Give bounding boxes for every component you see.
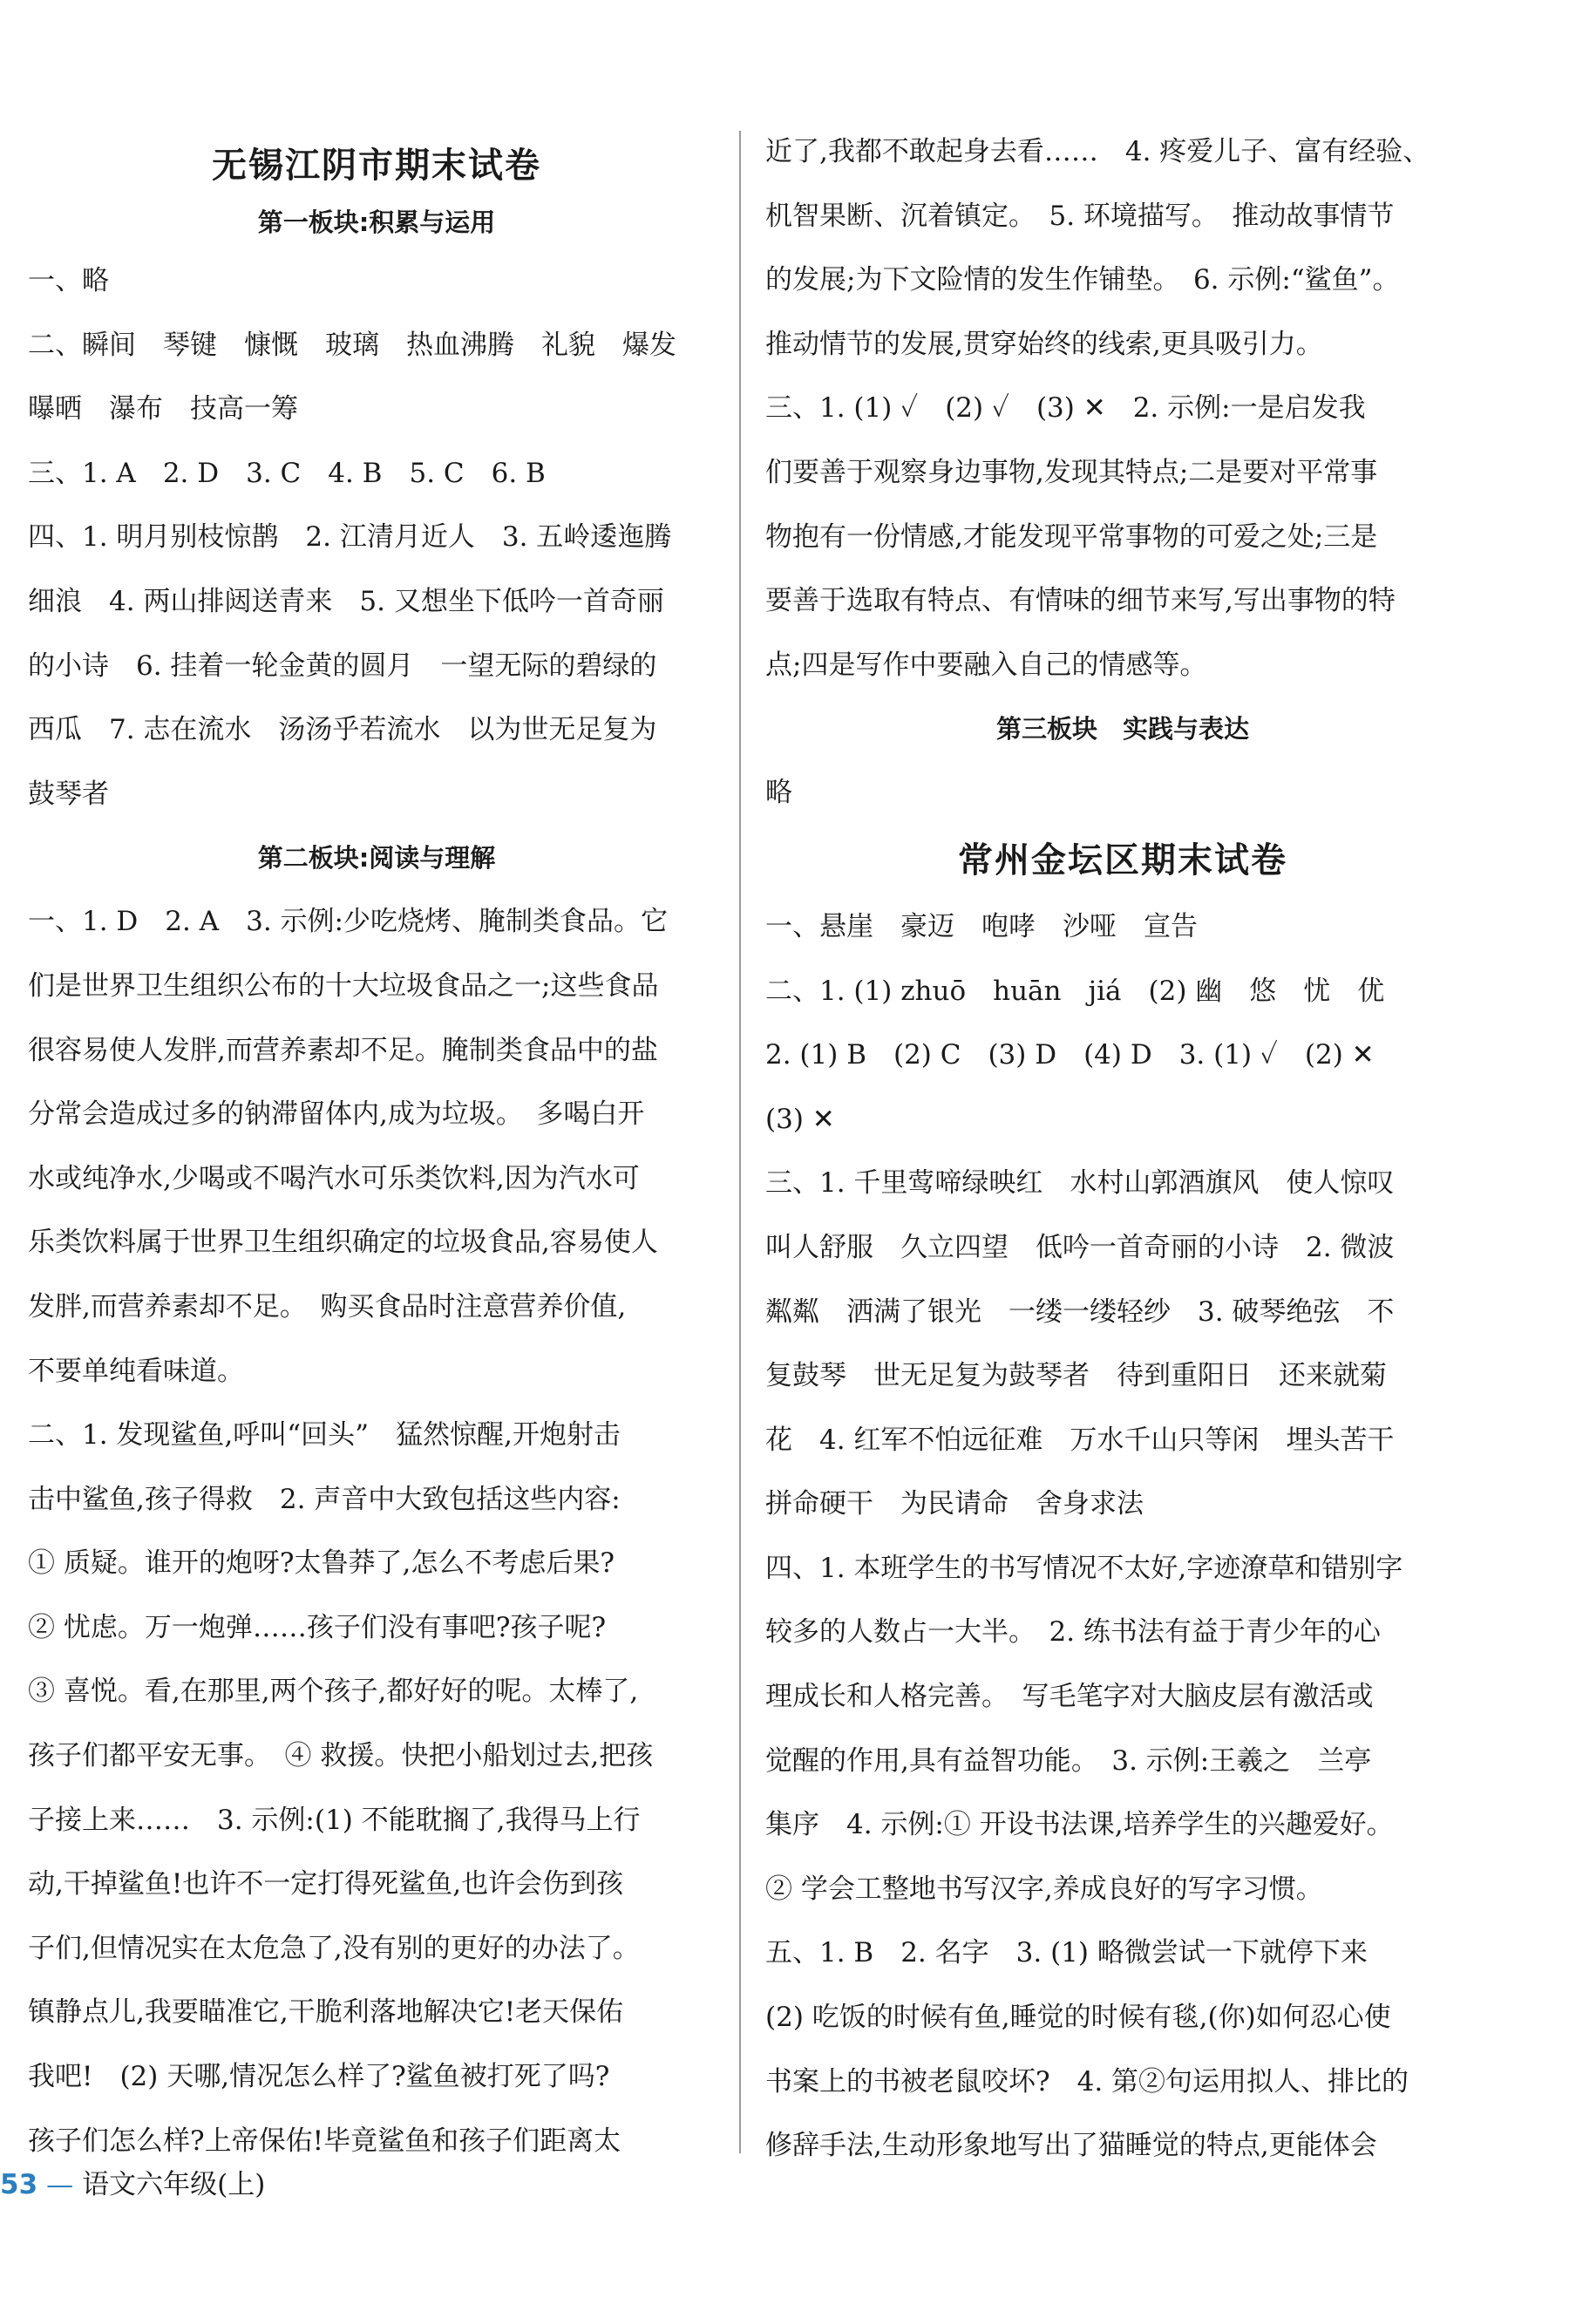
answer-line: 四、1. 明月别枝惊鹊 2. 江清月近人 3. 五岭逶迤腾 <box>28 521 672 554</box>
right-column <box>765 122 1480 2179</box>
answer-line: ③ 喜悦。看,在那里,两个孩子,都好好的呢。太棒了, <box>28 1676 639 1708</box>
answer-line: 三、1. A 2. D 3. C 4. B 5. C 6. B <box>28 457 546 489</box>
answer-line: 书案上的书被老鼠咬坏? 4. 第②句运用拟人、排比的 <box>765 2065 1409 2098</box>
answer-line: ② 忧虑。万一炮弹……孩子们没有事吧?孩子呢? <box>28 1611 607 1643</box>
page-footer <box>0 2162 265 2201</box>
answer-line: (2) 吃饭的时候有鱼,睡觉的时候有毯,(你)如何忍心使 <box>765 2002 1391 2034</box>
answer-line: 要善于选取有特点、有情味的细节来写,写出事物的特 <box>765 585 1396 617</box>
answer-line: 2. (1) B (2) C (3) D (4) D 3. (1) ✓ (2) ✕ <box>765 1039 1375 1071</box>
answer-line: 略 <box>765 777 792 809</box>
answer-line: 四、1. 本班学生的书写情况不太好,字迹潦草和错别字 <box>765 1552 1403 1584</box>
answer-line: 子接上来…… 3. 示例:(1) 不能耽搁了,我得马上行 <box>28 1804 641 1836</box>
left-column <box>28 122 725 2173</box>
section-heading-reading: 第二板块:阅读与理解 <box>257 843 496 874</box>
answer-line: 分常会造成过多的钠滞留体内,成为垃圾。 多喝白开 <box>28 1098 645 1131</box>
answer-line: 三、1. 千里莺啼绿映红 水村山郭酒旗风 使人惊叹 <box>765 1167 1395 1200</box>
answer-line: 镇静点儿,我要瞄准它,干脆利落地解决它!老天保佑 <box>28 1996 624 2029</box>
answer-line: 一、悬崖 豪迈 咆哮 沙哑 宣告 <box>765 910 1198 942</box>
answer-line: 叫人舒服 久立四望 低吟一首奇丽的小诗 2. 微波 <box>765 1231 1395 1263</box>
answer-line: 曝晒 瀑布 技高一筹 <box>28 393 298 425</box>
answer-line: 复鼓琴 世无足复为鼓琴者 待到重阳日 还来就菊 <box>765 1360 1387 1392</box>
answer-line: 乐类饮料属于世界卫生组织确定的垃圾食品,容易使人 <box>28 1227 658 1259</box>
answer-line: 一、1. D 2. A 3. 示例:少吃烧烤、腌制类食品。它 <box>28 906 668 938</box>
exam-title-changzhou: 常州金坛区期末试卷 <box>958 840 1287 881</box>
answer-line: 们要善于观察身边事物,发现其特点;二是要对平常事 <box>765 456 1378 488</box>
answer-line: 近了,我都不敢起身去看…… 4. 疼爱儿子、富有经验、 <box>765 136 1430 167</box>
answer-line: 细浪 4. 两山排闼送青来 5. 又想坐下低吟一首奇丽 <box>28 585 664 617</box>
answer-line: 击中鲨鱼,孩子得救 2. 声音中大致包括这些内容: <box>28 1483 621 1515</box>
answer-line: 很容易使人发胖,而营养素却不足。腌制类食品中的盐 <box>28 1034 658 1066</box>
answer-line: 我吧! (2) 天哪,情况怎么样了?鲨鱼被打死了吗? <box>28 2061 610 2093</box>
column-divider <box>739 131 741 2153</box>
answer-line: 二、1. 发现鲨鱼,呼叫“回头” 猛然惊醒,开炮射击 <box>28 1419 621 1452</box>
exam-title-wuxi: 无锡江阴市期末试卷 <box>212 146 541 186</box>
answer-line: 水或纯净水,少喝或不喝汽水可乐类饮料,因为汽水可 <box>28 1162 640 1194</box>
answer-line: ① 质疑。谁开的炮呀?太鲁莽了,怎么不考虑后果? <box>28 1547 615 1580</box>
answer-line: 拼命硬干 为民请命 舍身求法 <box>765 1488 1144 1520</box>
answer-line: 推动情节的发展,贯穿始终的线索,更具吸引力。 <box>765 328 1323 360</box>
answer-line: 西瓜 7. 志在流水 汤汤乎若流水 以为世无足复为 <box>28 714 657 746</box>
answer-line: 发胖,而营养素却不足。 购买食品时注意营养价值, <box>28 1290 627 1322</box>
answer-line: 物抱有一份情感,才能发现平常事物的可爱之处;三是 <box>765 520 1378 553</box>
answer-line: 们是世界卫生组织公布的十大垃圾食品之一;这些食品 <box>28 969 659 1002</box>
answer-line: 粼粼 洒满了银光 一缕一缕轻纱 3. 破琴绝弦 不 <box>765 1295 1395 1328</box>
answer-line: 点;四是写作中要融入自己的情感等。 <box>765 649 1207 681</box>
answer-line: 修辞手法,生动形象地写出了猫睡觉的特点,更能体会 <box>765 2130 1377 2162</box>
answer-line: 集序 4. 示例:① 开设书法课,培养学生的兴趣爱好。 <box>765 1809 1394 1841</box>
answer-line: 动,干掉鲨鱼!也许不一定打得死鲨鱼,也许会伤到孩 <box>28 1868 624 1900</box>
s1-lines <box>28 249 725 826</box>
answer-line: 的小诗 6. 挂着一轮金黄的圆月 一望无际的碧绿的 <box>28 649 657 682</box>
answer-line: 二、瞬间 琴键 慷慨 玻璃 热血沸腾 礼貌 爆发 <box>28 329 676 361</box>
answer-line: 理成长和人格完善。 写毛笔字对大脑皮层有激活或 <box>765 1681 1374 1713</box>
p2-lines <box>765 895 1480 2179</box>
answer-line: 的发展;为下文险情的发生作铺垫。 6. 示例:“鲨鱼”。 <box>765 264 1400 296</box>
s2-lines <box>28 890 725 2173</box>
answer-line: 孩子们都平安无事。 ④ 救援。快把小船划过去,把孩 <box>28 1740 654 1772</box>
answer-line: (3) ✕ <box>765 1103 835 1135</box>
answer-line: 鼓琴者 <box>28 778 109 810</box>
section-heading-practice: 第三板块 实践与表达 <box>995 714 1249 745</box>
p1-lines <box>765 120 1480 697</box>
page-number: 53 <box>0 2169 38 2200</box>
answer-line: 较多的人数占一大半。 2. 练书法有益于青少年的心 <box>765 1616 1381 1649</box>
book-title: 语文六年级(上) <box>82 2169 266 2200</box>
answer-line: 二、1. (1) zhuō huān jiá (2) 幽 悠 忧 优 <box>765 975 1385 1007</box>
answer-line: 觉醒的作用,具有益智功能。 3. 示例:王羲之 兰亭 <box>765 1744 1372 1777</box>
section-heading-accumulation: 第一板块:积累与运用 <box>257 207 496 237</box>
footer-dash: — <box>46 2169 74 2200</box>
answer-line: 孩子们怎么样?上帝保佑!毕竟鲨鱼和孩子们距离太 <box>28 2125 621 2157</box>
answer-line: 花 4. 红军不怕远征难 万水千山只等闲 埋头苦干 <box>765 1424 1395 1456</box>
answer-line: 不要单纯看味道。 <box>28 1355 244 1387</box>
answer-line: 机智果断、沉着镇定。 5. 环境描写。 推动故事情节 <box>765 200 1395 232</box>
answer-line: 三、1. (1) ✓ (2) ✓ (3) ✕ 2. 示例:一是启发我 <box>765 392 1366 425</box>
answer-line: 一、略 <box>28 265 109 296</box>
answer-line: ② 学会工整地书写汉字,养成良好的写字习惯。 <box>765 1873 1323 1905</box>
answer-line: 子们,但情况实在太危急了,没有别的更好的办法了。 <box>28 1932 640 1964</box>
answer-line: 五、1. B 2. 名字 3. (1) 略微尝试一下就停下来 <box>765 1937 1368 1969</box>
